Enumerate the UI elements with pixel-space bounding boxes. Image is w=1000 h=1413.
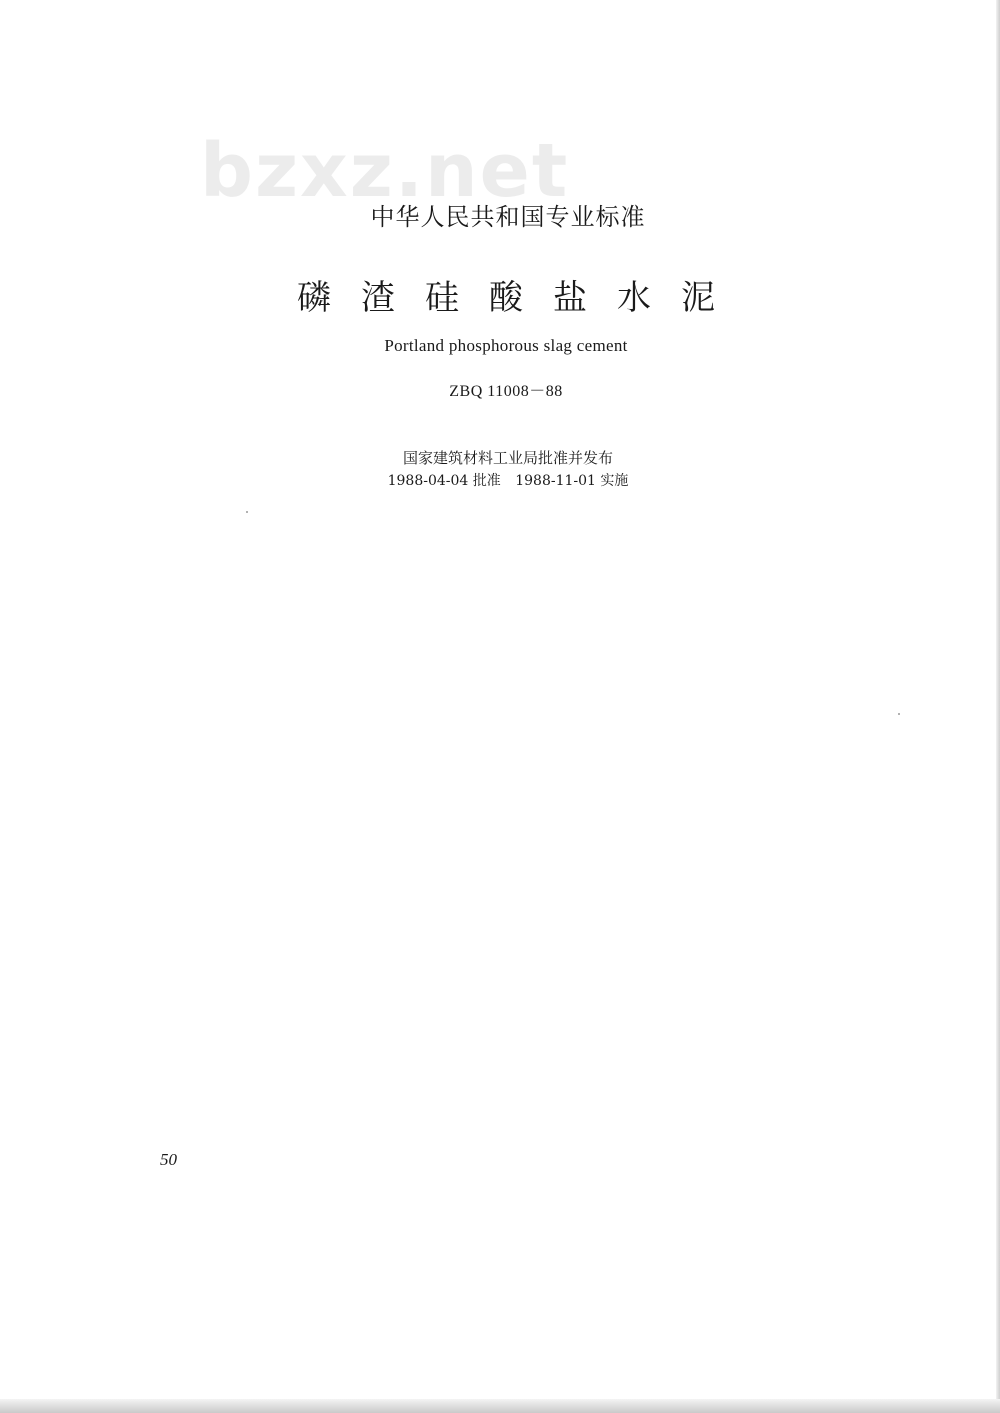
effective-date: 1988-11-01 实施	[515, 473, 629, 489]
issuing-authority-title: 中华人民共和国专业标准	[370, 203, 646, 231]
standard-title: 磷渣硅酸盐水泥	[297, 278, 745, 318]
scan-speck	[898, 713, 900, 715]
watermark: bzxz.net	[200, 128, 570, 214]
scan-speck	[246, 511, 248, 513]
page-number: 50	[160, 1150, 177, 1169]
page-edge-bottom	[0, 1399, 1000, 1413]
standard-code: ZBQ 11008－88	[449, 383, 563, 400]
page-edge-right	[996, 0, 1000, 1413]
english-title: Portland phosphorous slag cement	[384, 336, 628, 355]
dates-line	[8, 470, 1000, 490]
approval-date: 1988-04-04 批准	[387, 473, 501, 489]
publisher-line: 国家建筑材料工业局批准并发布	[402, 449, 613, 467]
